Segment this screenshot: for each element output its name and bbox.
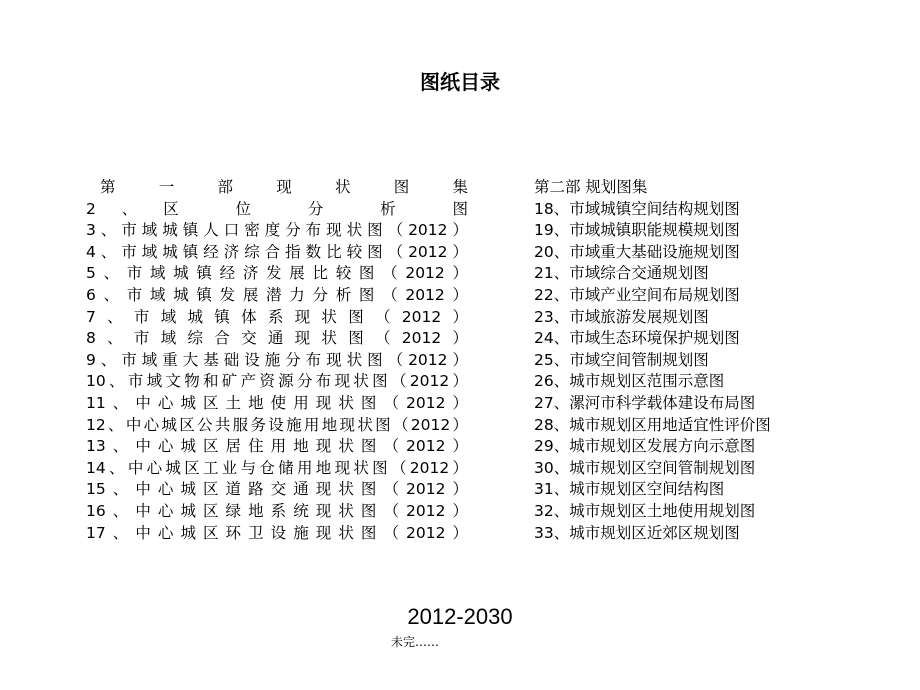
list-item: 4、市域城镇经济综合指数比较图（2012） xyxy=(86,242,468,261)
list-item: 19、市域城镇职能规模规划图 xyxy=(534,221,740,240)
list-item: 2、区 位 分 析 图 xyxy=(86,199,468,218)
list-item: 31、城市规划区空间结构图 xyxy=(534,480,725,499)
plan-period: 2012-2030 xyxy=(407,604,513,629)
list-item: 28、城市规划区用地适宜性评价图 xyxy=(534,415,771,434)
list-item: 11、中心城区土地使用现状图（2012） xyxy=(86,393,468,412)
list-item: 24、市域生态环境保护规划图 xyxy=(534,329,740,348)
list-item: 15、中心城区道路交通现状图（2012） xyxy=(86,480,468,499)
list-item: 9、市域重大基础设施分布现状图（2012） xyxy=(86,350,468,369)
list-item: 29、城市规划区发展方向示意图 xyxy=(534,437,756,456)
list-item: 20、市域重大基础设施规划图 xyxy=(534,242,740,261)
list-item: 22、市域产业空间布局规划图 xyxy=(534,285,740,304)
list-item: 8、市域综合交通现状图（2012） xyxy=(86,329,468,348)
list-item: 27、漯河市科学载体建设布局图 xyxy=(534,393,756,412)
list-item: 32、城市规划区土地使用规划图 xyxy=(534,501,756,520)
page-title: 图纸目录 xyxy=(420,70,500,94)
list-item: 21、市域综合交通规划图 xyxy=(534,264,709,283)
planning-maps-list xyxy=(534,177,834,544)
list-item: 5、市域城镇经济发展比较图（2012） xyxy=(86,264,468,283)
list-item: 7、市域城镇体系现状图（2012） xyxy=(86,307,468,326)
continuation-note: 未完…… xyxy=(390,635,439,649)
list-item: 23、市域旅游发展规划图 xyxy=(534,307,709,326)
existing-maps-list xyxy=(86,177,468,544)
list-item: 18、市域城镇空间结构规划图 xyxy=(534,199,740,218)
list-item: 13、中心城区居住用地现状图（2012） xyxy=(86,437,468,456)
list-item: 10、市域文物和矿产资源分布现状图（2012） xyxy=(86,372,468,391)
existing-maps-header: 第 一 部 现 状 图 集 xyxy=(100,178,468,196)
list-item: 25、市域空间管制规划图 xyxy=(534,350,709,369)
list-item: 26、城市规划区范围示意图 xyxy=(534,372,725,391)
planning-maps-header: 第二部 规划图集 xyxy=(534,178,648,196)
list-item: 3、市域城镇人口密度分布现状图（2012） xyxy=(86,221,468,240)
list-item: 12、中心城区公共服务设施用地现状图（2012） xyxy=(86,415,468,434)
list-item: 6、市域城镇发展潜力分析图（2012） xyxy=(86,285,468,304)
list-item: 16、中心城区绿地系统现状图（2012） xyxy=(86,501,468,520)
list-item: 17、中心城区环卫设施现状图（2012） xyxy=(86,523,468,542)
list-item: 14、中心城区工业与仓储用地现状图（2012） xyxy=(86,458,468,477)
list-item: 33、城市规划区近郊区规划图 xyxy=(534,523,740,542)
list-item: 30、城市规划区空间管制规划图 xyxy=(534,458,756,477)
